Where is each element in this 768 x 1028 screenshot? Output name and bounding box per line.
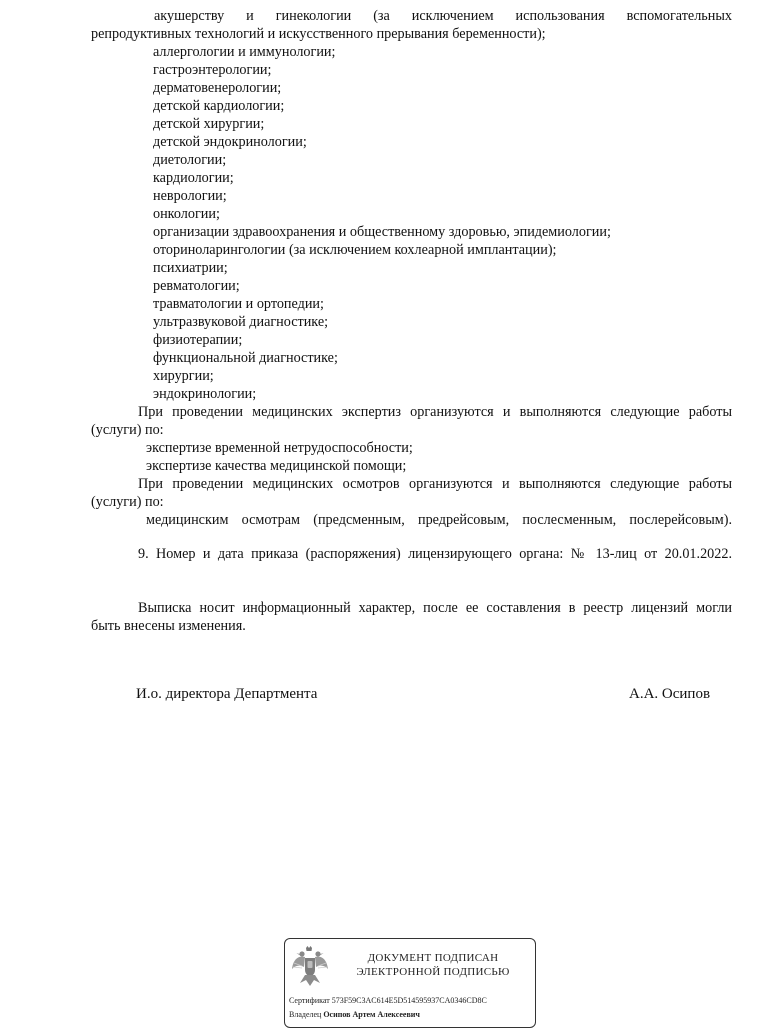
opening-paragraph-line2: репродуктивных технологий и искусственного прерывания беременности); <box>91 26 546 42</box>
list-item: хирургии; <box>153 368 214 384</box>
list-item: эндокринологии; <box>153 386 257 402</box>
stamp-title-line1: ДОКУМЕНТ ПОДПИСАН <box>367 952 499 964</box>
certificate-row <box>289 996 487 1006</box>
list-item: детской эндокринологии; <box>153 134 307 150</box>
exams-intro-line1: При проведении медицинских осмотров организуются и выполняются следующие работы <box>138 476 732 492</box>
list-item: ревматологии; <box>153 278 240 294</box>
expertise-intro-line2: (услуги) по: <box>91 422 164 438</box>
list-item: функциональной диагностике; <box>153 350 338 366</box>
list-item: детской кардиологии; <box>153 98 285 114</box>
expertise-intro-line1: При проведении медицинских экспертиз организуются и выполняются следующие работы <box>138 404 732 420</box>
list-item: гастроэнтерологии; <box>153 62 272 78</box>
list-item: дерматовенерологии; <box>153 80 282 96</box>
list-item: ультразвуковой диагностике; <box>153 314 329 330</box>
owner-value: Осипов Артем Алексеевич <box>323 1010 420 1019</box>
signer-position: И.о. директора Департмента <box>136 686 318 702</box>
list-item: экспертизе качества медицинской помощи; <box>146 458 407 474</box>
list-item: экспертизе временной нетрудоспособности; <box>146 440 413 456</box>
list-item: онкологии; <box>153 206 220 222</box>
certificate-value: 573F59C3AC614E5D514595937CA0346CD8C <box>331 996 487 1005</box>
list-item: травматологии и ортопедии; <box>153 296 324 312</box>
note-line1: Выписка носит информационный характер, после ее составления в реестр лицензий могли <box>138 600 732 616</box>
opening-paragraph-line1: акушерству и гинекологии (за исключением использования вспомогательных <box>154 8 732 24</box>
exams-intro-line2: (услуги) по: <box>91 494 164 510</box>
list-item: организации здравоохранения и общественному здоровью, эпидемиологии; <box>153 224 611 240</box>
signer-name: А.А. Осипов <box>629 686 711 702</box>
double-headed-eagle-emblem-icon <box>291 945 329 987</box>
list-item: диетологии; <box>153 152 227 168</box>
owner-label: Владелец <box>289 1010 322 1019</box>
list-item: психиатрии; <box>153 260 228 276</box>
list-item: медицинским осмотрам (предсменным, предрейсовым, послесменным, послерейсовым). <box>146 512 732 528</box>
electronic-signature-stamp <box>284 938 536 1028</box>
list-item: физиотерапии; <box>153 332 243 348</box>
order-line: 9. Номер и дата приказа (распоряжения) лицензирующего органа: № 13-лиц от 20.01.2022. <box>138 546 732 562</box>
owner-row <box>289 1010 420 1020</box>
list-item: аллергологии и иммунологии; <box>153 44 336 60</box>
list-item: детской хирургии; <box>153 116 265 132</box>
list-item: неврологии; <box>153 188 227 204</box>
stamp-title-line2: ЭЛЕКТРОННОЙ ПОДПИСЬЮ <box>356 966 510 978</box>
list-item: кардиологии; <box>153 170 234 186</box>
list-item: оториноларингологии (за исключением кохлеарной имплантации); <box>153 242 557 258</box>
certificate-label: Сертификат <box>289 996 330 1005</box>
note-line2: быть внесены изменения. <box>91 618 246 634</box>
